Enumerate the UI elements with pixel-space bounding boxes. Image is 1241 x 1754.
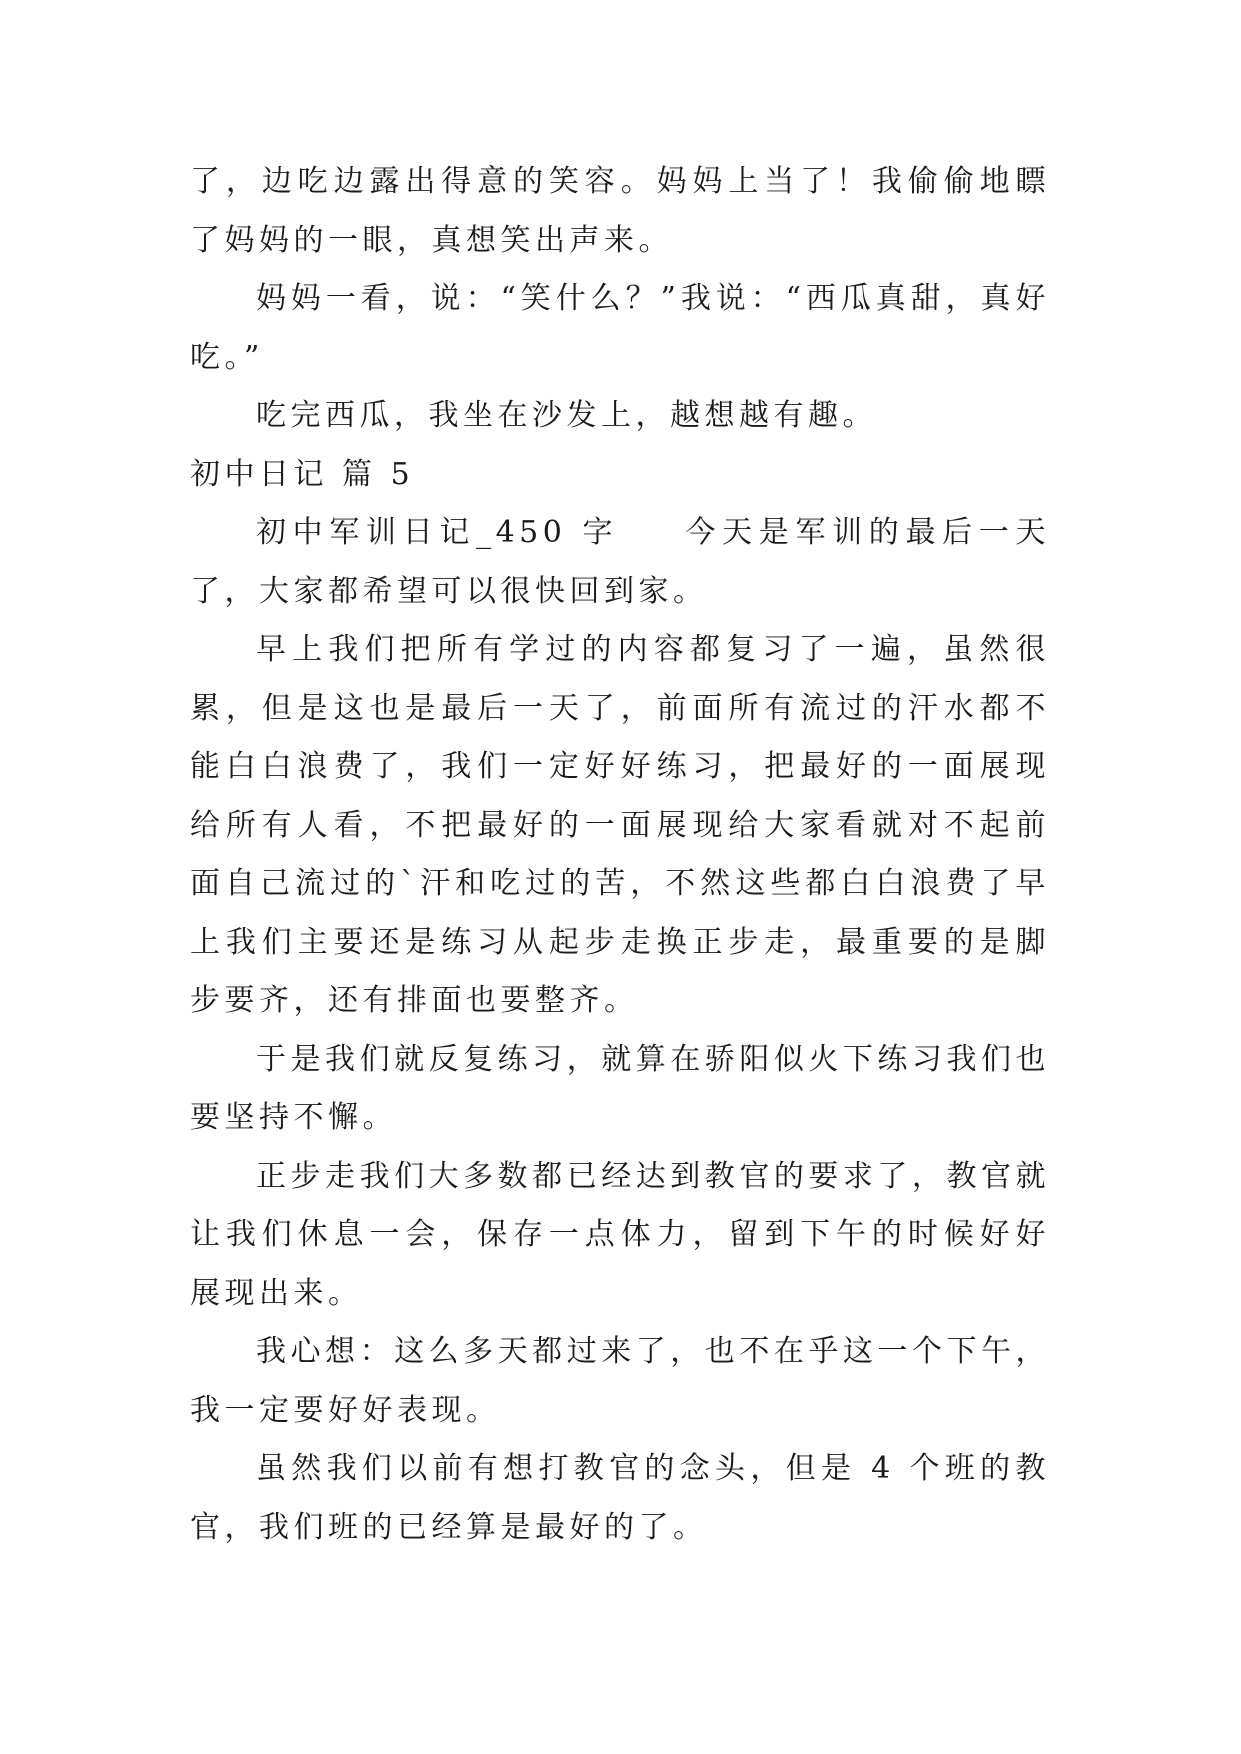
document-body: [190, 153, 1050, 1557]
section-heading: 初中日记 篇 5: [190, 456, 415, 492]
intro-text: 今天是军训的最后一天了，大家都希望可以很快回到家。: [190, 515, 1051, 609]
paragraph-dialogue: 妈妈一看，说：“笑什么？”我说：“西瓜真甜，真好吃。”: [190, 281, 1050, 375]
paragraph-resolve: 我心想：这么多天都过来了，也不在乎这一个下午，我一定要好好表现。: [190, 1334, 1050, 1428]
paragraph-intro: [190, 504, 1050, 621]
paragraph-rest: 正步走我们大多数都已经达到教官的要求了，教官就让我们休息一会，保存一点体力，留到下午的时候好好展现出来。: [190, 1158, 1050, 1311]
paragraph-instructor: 虽然我们以前有想打教官的念头，但是 4 个班的教官，我们班的已经算是最好的了。: [190, 1451, 1050, 1545]
paragraph-continuation: 了，边吃边露出得意的笑容。妈妈上当了！我偷偷地瞟了妈妈的一眼，真想笑出声来。: [190, 164, 1050, 258]
paragraph-ending: 吃完西瓜，我坐在沙发上，越想越有趣。: [256, 398, 877, 433]
diary-subtitle: 初中军训日记_450 字: [256, 515, 620, 550]
paragraph-repeat-practice: 于是我们就反复练习，就算在骄阳似火下练习我们也要坚持不懈。: [190, 1041, 1050, 1135]
paragraph-morning-practice: 早上我们把所有学过的内容都复习了一遍，虽然很累，但是这也是最后一天了，前面所有流过的汗水都不能白白浪费了，我们一定好好练习，把最好的一面展现给所有人看，不把最好的一面展现给大家看就对不起前面自己流过的`汗和吃过的苦，不然这些都白白浪费了早上我们主要还是练习从起步走换正步走，最重要的是脚步要齐，还有排面也要整齐。: [190, 632, 1050, 1018]
